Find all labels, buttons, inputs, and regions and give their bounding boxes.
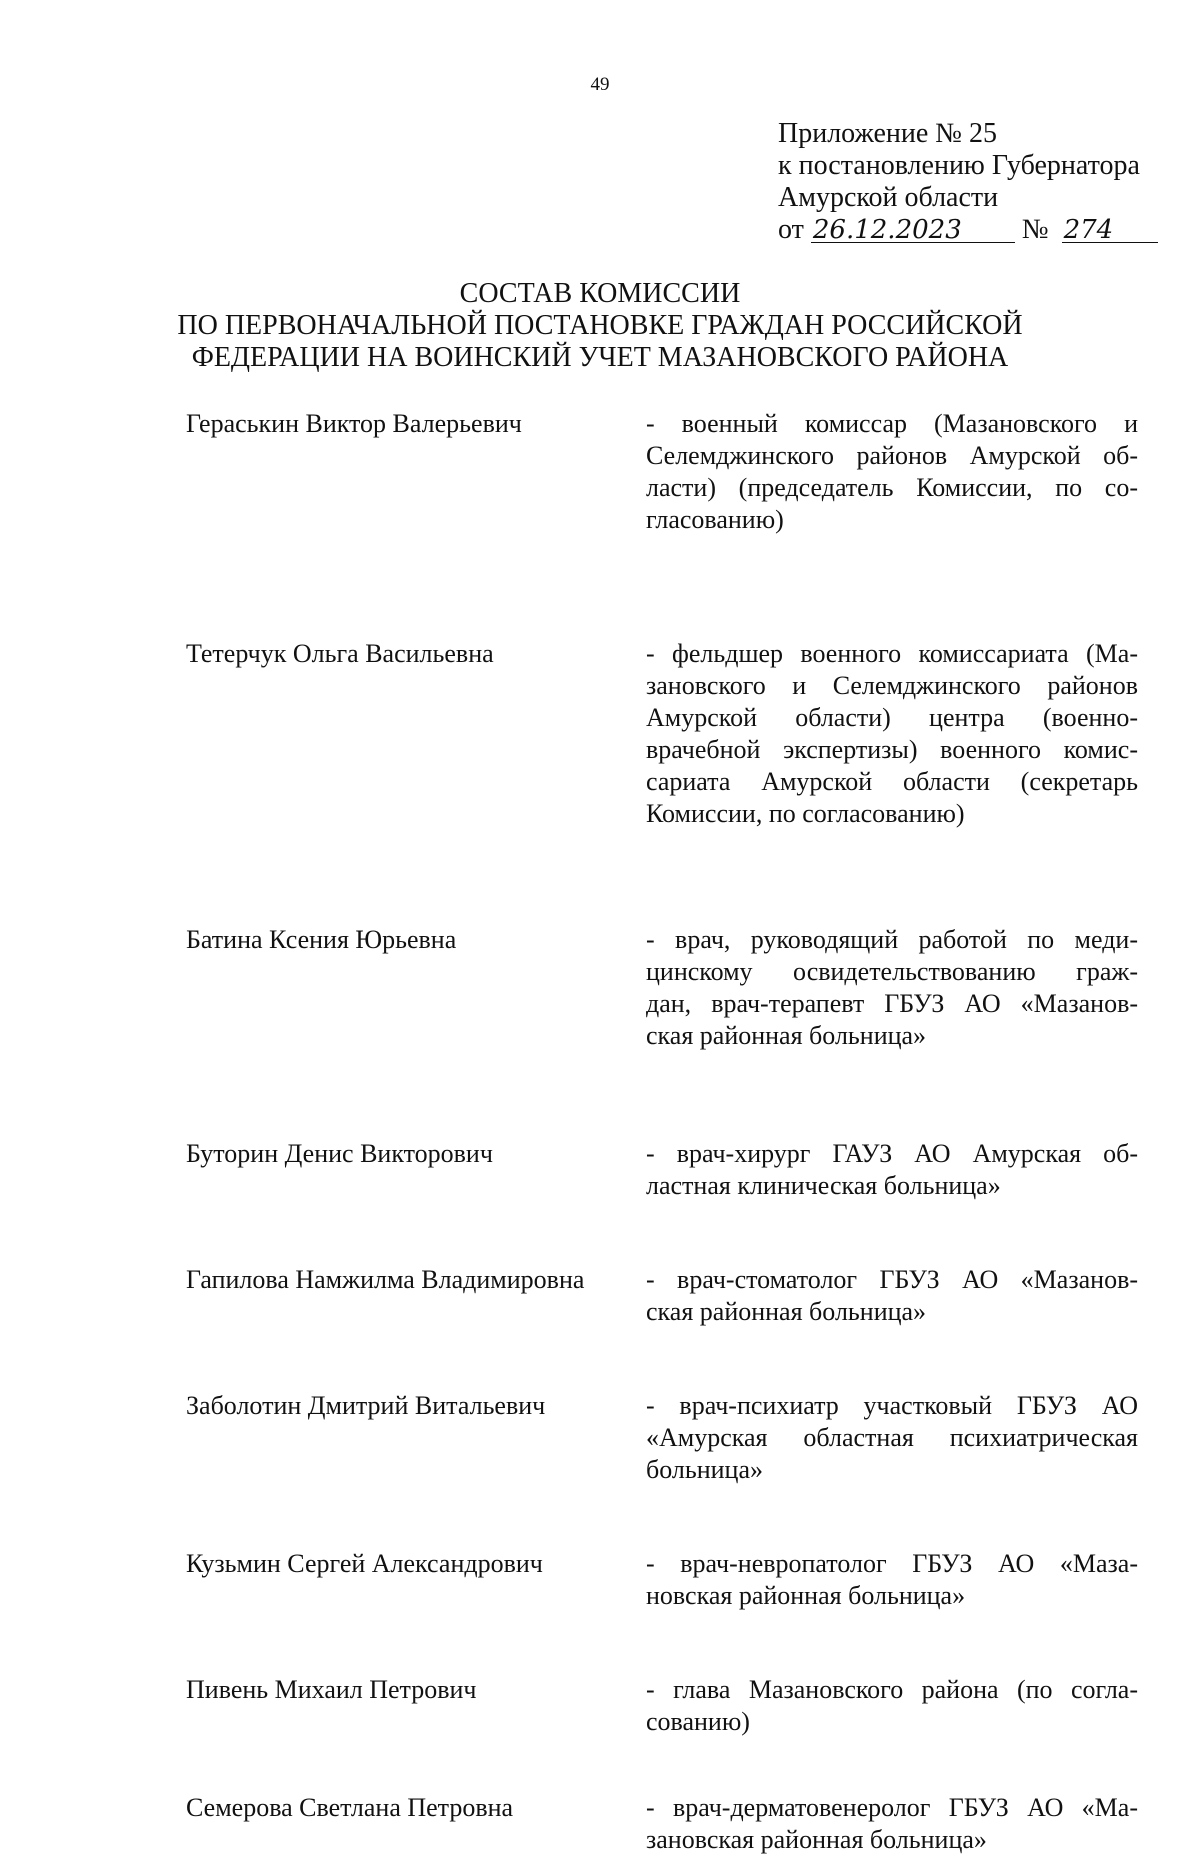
member-role-line: Селемджинского районов Амурской об- (646, 441, 1138, 470)
member-name: Батина Ксения Юрьевна (186, 925, 457, 954)
member-row (186, 408, 1136, 536)
member-role-line: - военный комиссар (Мазановского и (646, 409, 1138, 438)
member-role-line: - глава Мазановского района (по согла- (646, 1675, 1138, 1704)
member-role-line: - врач-хирург ГАУЗ АО Амурская об- (646, 1139, 1138, 1168)
member-row (186, 924, 1136, 1052)
appendix-from-prefix: от (778, 214, 804, 245)
appendix-block (778, 118, 1158, 246)
member-role-line: - врач-стоматолог ГБУЗ АО «Мазанов- (646, 1265, 1138, 1294)
member-role (646, 924, 1138, 1052)
member-role-line: - врач-психиатр участковый ГБУЗ АО (646, 1391, 1138, 1420)
member-role-line: ласти) (председатель Комиссии, по со- (646, 473, 1138, 502)
member-name: Кузьмин Сергей Александрович (186, 1549, 543, 1578)
member-role-line: новская районная больница» (646, 1581, 966, 1610)
member-role-line: больница» (646, 1455, 763, 1484)
handwritten-number: 274 (1062, 218, 1158, 243)
member-name: Пивень Михаил Петрович (186, 1675, 477, 1704)
member-name: Гераськин Виктор Валерьевич (186, 409, 522, 438)
member-role-line: врачебной экспертизы) военного комис- (646, 735, 1138, 764)
appendix-line-2: к постановлению Губернатора (778, 150, 1140, 181)
document-title (0, 278, 1200, 374)
member-role (646, 1390, 1138, 1486)
member-role (646, 638, 1138, 830)
member-role (646, 408, 1138, 536)
member-role-line: зановского и Селемджинского районов (646, 671, 1138, 700)
member-role-line: - врач-невропатолог ГБУЗ АО «Маза- (646, 1549, 1138, 1578)
member-role (646, 1548, 1138, 1612)
member-role (646, 1138, 1138, 1202)
title-line-2: ПО ПЕРВОНАЧАЛЬНОЙ ПОСТАНОВКЕ ГРАЖДАН РОССИЙСКОЙ (177, 310, 1023, 341)
member-row (186, 1390, 1136, 1486)
member-row (186, 1548, 1136, 1612)
member-role-line: ская районная больница» (646, 1021, 927, 1050)
member-role-line: гласованию) (646, 505, 784, 534)
member-role-line: дан, врач-терапевт ГБУЗ АО «Мазанов- (646, 989, 1138, 1018)
member-role (646, 1792, 1138, 1856)
member-role-line: ская районная больница» (646, 1297, 927, 1326)
title-line-1: СОСТАВ КОМИССИИ (459, 278, 741, 309)
member-row (186, 1792, 1136, 1856)
member-row (186, 1138, 1136, 1202)
member-role (646, 1264, 1138, 1328)
member-row (186, 1264, 1136, 1328)
member-role-line: Амурской области) центра (военно- (646, 703, 1138, 732)
member-name: Гапилова Намжилма Владимировна (186, 1265, 585, 1294)
member-role-line: ластная клиническая больница» (646, 1171, 1001, 1200)
member-role-line: зановская районная больница» (646, 1825, 987, 1854)
appendix-date-line (778, 214, 1158, 246)
handwritten-date: 26.12.2023 (811, 218, 1015, 243)
member-name: Семерова Светлана Петровна (186, 1793, 514, 1822)
member-role-line: - врач-дерматовенеролог ГБУЗ АО «Ма- (646, 1793, 1138, 1822)
member-role-line: сованию) (646, 1707, 750, 1736)
appendix-number-label: № (1021, 214, 1049, 245)
member-name: Тетерчук Ольга Васильевна (186, 639, 494, 668)
appendix-line-3: Амурской области (778, 182, 999, 213)
member-role-line: Комиссии, по согласованию) (646, 799, 965, 828)
title-line-3: ФЕДЕРАЦИИ НА ВОИНСКИЙ УЧЕТ МАЗАНОВСКОГО РАЙОНА (191, 342, 1009, 373)
member-name: Заболотин Дмитрий Витальевич (186, 1391, 546, 1420)
member-role (646, 1674, 1138, 1738)
member-row (186, 1674, 1136, 1738)
member-row (186, 638, 1136, 830)
appendix-line-1: Приложение № 25 (778, 118, 997, 149)
member-role-line: «Амурская областная психиатрическая (646, 1423, 1138, 1452)
member-name: Буторин Денис Викторович (186, 1139, 493, 1168)
members-list (186, 408, 1136, 1856)
member-role-line: - врач, руководящий работой по меди- (646, 925, 1138, 954)
page-number: 49 (590, 74, 610, 95)
member-role-line: - фельдшер военного комиссариата (Ма- (646, 639, 1138, 668)
member-role-line: сариата Амурской области (секретарь (646, 767, 1138, 796)
member-role-line: цинскому освидетельствованию граж- (646, 957, 1138, 986)
